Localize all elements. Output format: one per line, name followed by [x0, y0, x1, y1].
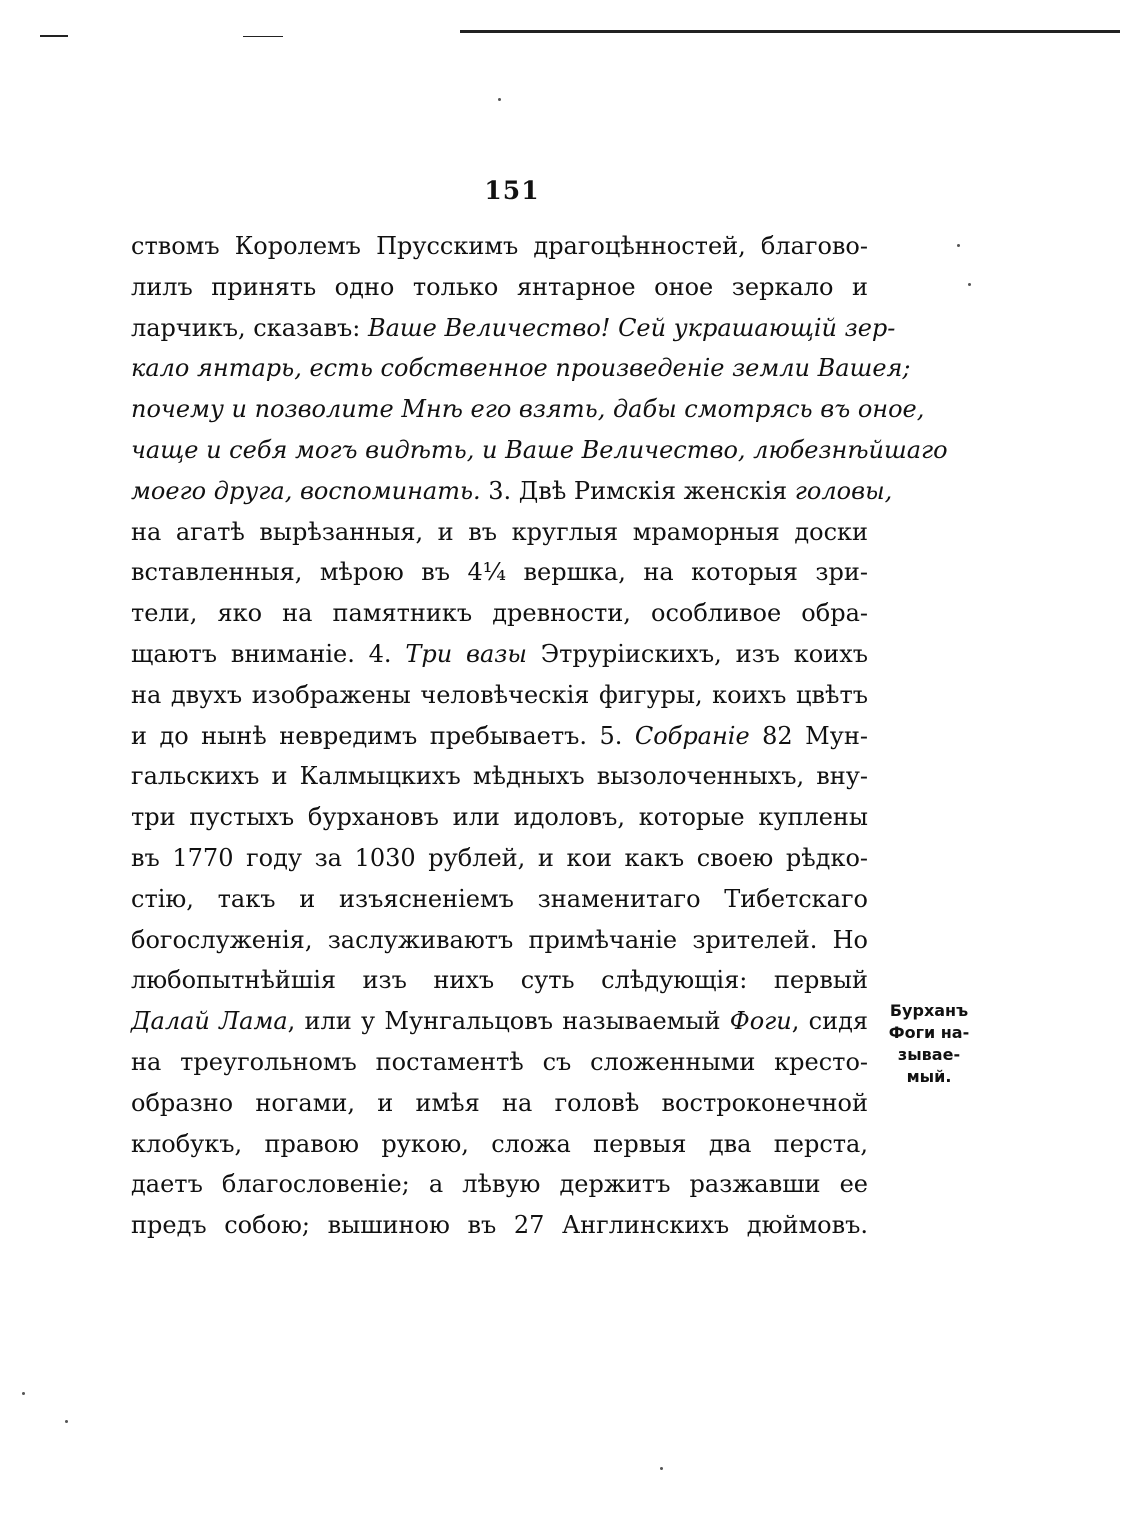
scan-speck [22, 1392, 25, 1395]
margin-note-line: Фоги на- [888, 1023, 970, 1042]
text-run: гальскихъ и Калмыцкихъ мѣдныхъ вызолоченныхъ, вну- [131, 762, 868, 791]
text-line [131, 512, 868, 553]
scan-speck [498, 98, 501, 101]
text-line [131, 389, 925, 430]
text-run: предъ собою; вышиною въ 27 Англинскихъ дюймовъ. [131, 1211, 868, 1240]
margin-note-line: мый. [906, 1067, 952, 1086]
text-line [131, 471, 893, 512]
italic-text: Фоги [729, 1007, 792, 1036]
text-run: на треугольномъ постаментѣ съ сложенными кресто- [131, 1047, 868, 1076]
italic-text: Три вазы [405, 639, 527, 668]
text-line [131, 348, 911, 389]
italic-text: кало янтарь, есть собственное произведеніе земли Вашея; [131, 354, 911, 383]
italic-text: почему и позволите Мнѣ его взять, дабы смотрясь въ оное, [131, 395, 925, 424]
italic-text: Далай Лама [131, 1007, 288, 1036]
italic-text: Ваше Величество! Сей украшающій зер- [367, 313, 896, 342]
margin-note-line: Бурханъ [889, 1001, 969, 1020]
text-run: 82 Мун- [749, 721, 868, 750]
top-rule-middle [243, 36, 283, 37]
text-line [131, 838, 868, 879]
italic-text: чаще и себя могъ видѣть, и Ваше Величество, любезнѣйшаго [131, 435, 948, 464]
text-run: три пустыхъ бурхановъ или идоловъ, которые куплены [131, 803, 868, 832]
text-run: стію, такъ и изъясненіемъ знаменитаго Тибетскаго [131, 884, 868, 913]
italic-text: головы, [794, 476, 893, 505]
text-run: щаютъ вниманіе. 4. [131, 639, 406, 668]
top-rule-left [40, 35, 68, 37]
text-line [131, 1083, 868, 1124]
page-number: 151 [484, 176, 540, 205]
top-rule-right [460, 30, 1120, 33]
text-line [131, 1001, 868, 1042]
text-line [131, 1164, 868, 1205]
scan-speck [660, 1467, 663, 1470]
text-line [131, 430, 948, 471]
margin-note-line: зывае- [897, 1045, 961, 1064]
text-line [131, 920, 868, 961]
scan-speck [957, 244, 960, 247]
text-run: ларчикъ, сказавъ: [131, 313, 368, 342]
text-line [131, 552, 868, 593]
text-run: на агатѣ вырѣзанныя, и въ круглыя мраморныя доски [131, 517, 868, 546]
text-line [131, 960, 868, 1001]
text-run: , сидя [791, 1007, 868, 1036]
text-line [131, 634, 868, 675]
text-run: , или у Мунгальцовъ называемый [287, 1007, 730, 1036]
text-run: Этруріискихъ, изъ коихъ [526, 639, 868, 668]
text-line [131, 797, 868, 838]
scan-speck [65, 1420, 68, 1423]
text-line [131, 756, 868, 797]
text-line [131, 267, 868, 308]
text-run: ствомъ Королемъ Прусскимъ драгоцѣнностей, благово- [131, 232, 868, 260]
text-line [131, 593, 868, 634]
text-line [131, 716, 868, 757]
text-run: клобукъ, правою рукою, сложа первыя два перста, [131, 1129, 868, 1158]
text-run: даетъ благословеніе; а лѣвую держитъ разжавши ее [131, 1170, 868, 1199]
italic-text: моего друга, воспоминать. [131, 476, 481, 505]
margin-note [884, 1000, 974, 1088]
text-run: тели, яко на памятникъ древности, особливое обра- [131, 599, 868, 628]
text-run: и до нынѣ невредимъ пребываетъ. 5. [131, 721, 635, 750]
text-run: образно ногами, и имѣя на головѣ востроконечной [131, 1088, 868, 1117]
text-line [131, 879, 868, 920]
text-run: любопытнѣйшія изъ нихъ суть слѣдующія: первый [131, 966, 868, 995]
text-run: на двухъ изображены человѣческія фигуры, коихъ цвѣтъ [131, 680, 868, 709]
text-run: лилъ принять одно только янтарное оное зеркало и [131, 272, 868, 301]
scan-speck [968, 283, 971, 286]
text-line [131, 226, 868, 267]
text-run: 3. Двѣ Римскія женскія [480, 476, 795, 505]
text-line [131, 1042, 868, 1083]
text-run: богослуженія, заслуживаютъ примѣчаніе зрителей. Но [131, 925, 868, 954]
text-line [131, 1124, 868, 1165]
text-run: въ 1770 году за 1030 рублей, и кои какъ своею рѣдко- [131, 843, 868, 872]
text-run: вставленныя, мѣрою въ 4¼ вершка, на которыя зри- [131, 558, 868, 587]
text-line [131, 675, 868, 716]
text-line [131, 1205, 868, 1246]
text-line [131, 308, 896, 349]
italic-text: Собраніе [634, 721, 750, 750]
